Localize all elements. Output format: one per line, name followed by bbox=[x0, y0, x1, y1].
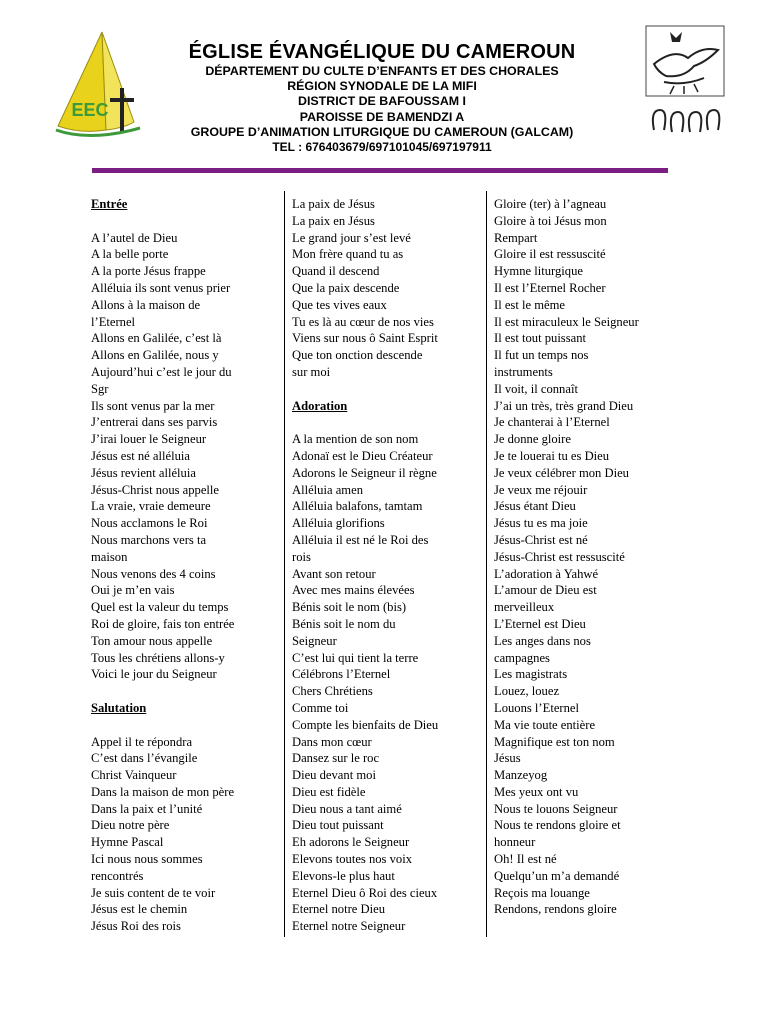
song-title: honneur bbox=[494, 835, 536, 850]
song-title: Dieu devant moi bbox=[292, 768, 376, 783]
song-title: Nous te louons Seigneur bbox=[494, 801, 618, 816]
song-title: Viens sur nous ô Saint Esprit bbox=[292, 331, 438, 346]
section-heading: Adoration bbox=[292, 398, 348, 413]
song-title: Jésus-Christ est ressuscité bbox=[494, 549, 625, 564]
song-title: Avec mes mains élevées bbox=[292, 583, 415, 598]
song-title: Alléluia amen bbox=[292, 482, 363, 497]
song-title: Gloire (ter) à l’agneau bbox=[494, 197, 607, 211]
song-title: Quand il descend bbox=[292, 264, 380, 279]
document-header bbox=[150, 40, 614, 155]
song-title: Chers Chrétiens bbox=[292, 684, 373, 699]
song-title: J’ai un très, très grand Dieu bbox=[494, 398, 634, 413]
dove-logo-right bbox=[644, 24, 726, 148]
song-title: Louez, louez bbox=[494, 684, 560, 699]
song-title: Quel est la valeur du temps bbox=[91, 600, 229, 615]
song-title: Christ Vainqueur bbox=[91, 768, 177, 783]
song-title: Tu es là au cœur de nos vies bbox=[292, 314, 434, 329]
song-title: Nous te rendons gloire et bbox=[494, 818, 621, 833]
song-title: Bénis soit le nom du bbox=[292, 616, 396, 631]
song-title: Tous les chrétiens allons-y bbox=[91, 650, 225, 665]
spacer bbox=[91, 717, 234, 734]
spacer bbox=[91, 683, 234, 700]
song-title: Dansez sur le roc bbox=[292, 751, 380, 766]
song-title: Que tes vives eaux bbox=[292, 297, 387, 312]
song-title: La vraie, vraie demeure bbox=[91, 499, 211, 514]
song-title: sur moi bbox=[292, 364, 331, 379]
section-heading: Salutation bbox=[91, 700, 147, 715]
song-title: Nous acclamons le Roi bbox=[91, 516, 208, 531]
song-title: Reçois ma louange bbox=[494, 885, 590, 900]
header-divider bbox=[92, 168, 668, 173]
song-title: Jésus est le chemin bbox=[91, 902, 188, 917]
song-title: C’est dans l’évangile bbox=[91, 751, 198, 766]
song-title: A l’autel de Dieu bbox=[91, 230, 178, 245]
song-title: Que ton onction descende bbox=[292, 348, 423, 363]
song-title: Ton amour nous appelle bbox=[91, 633, 213, 648]
song-title: Eh adorons le Seigneur bbox=[292, 835, 410, 850]
song-title: Bénis soit le nom (bis) bbox=[292, 600, 407, 615]
song-title: rencontrés bbox=[91, 868, 144, 883]
song-title: La paix de Jésus bbox=[292, 197, 375, 211]
church-logo-left bbox=[50, 30, 150, 146]
song-title: Jésus Roi des rois bbox=[91, 919, 181, 934]
song-title: A la belle porte bbox=[91, 247, 169, 262]
song-title: Jésus-Christ nous appelle bbox=[91, 482, 220, 497]
song-title: Oh! Il est né bbox=[494, 852, 557, 867]
song-title: Manzeyog bbox=[494, 768, 548, 783]
song-title: Alléluia balafons, tamtam bbox=[292, 499, 423, 514]
song-title: Magnifique est ton nom bbox=[494, 734, 615, 749]
song-title: Je veux me réjouir bbox=[494, 482, 588, 497]
song-title: Allons en Galilée, c’est là bbox=[91, 331, 222, 346]
song-title: L’amour de Dieu est bbox=[494, 583, 597, 598]
song-title: Rempart bbox=[494, 230, 538, 245]
song-title: Aujourd’hui c’est le jour du bbox=[91, 364, 232, 379]
header-line-district: DISTRICT DE BAFOUSSAM I bbox=[298, 94, 466, 109]
song-title: A la porte Jésus frappe bbox=[91, 264, 206, 279]
song-title: Je suis content de te voir bbox=[91, 885, 216, 900]
song-title: rois bbox=[292, 549, 311, 564]
song-title: Adorons le Seigneur il règne bbox=[292, 465, 437, 480]
church-name: ÉGLISE ÉVANGÉLIQUE DU CAMEROUN bbox=[188, 41, 576, 63]
song-title: Dieu tout puissant bbox=[292, 818, 384, 833]
header-line-group: GROUPE D’ANIMATION LITURGIQUE DU CAMEROUN (GALCAM) bbox=[190, 124, 574, 139]
song-title: A la mention de son nom bbox=[292, 432, 419, 447]
song-title: C’est lui qui tient la terre bbox=[292, 650, 419, 665]
song-title: Jésus tu es ma joie bbox=[494, 516, 588, 531]
song-title: Il fut un temps nos bbox=[494, 348, 589, 363]
song-title: Le grand jour s’est levé bbox=[292, 230, 411, 245]
song-title: campagnes bbox=[494, 650, 550, 665]
song-title: J’irai louer le Seigneur bbox=[91, 432, 207, 447]
song-title: Jésus bbox=[494, 751, 521, 766]
song-title: Sgr bbox=[91, 381, 109, 396]
song-title: Mes yeux ont vu bbox=[494, 784, 579, 799]
spacer bbox=[292, 381, 438, 398]
song-title: Allons à la maison de bbox=[91, 297, 201, 312]
song-title: Oui je m’en vais bbox=[91, 583, 175, 598]
song-column-1 bbox=[91, 196, 234, 935]
song-title: Eternel notre Dieu bbox=[292, 902, 386, 917]
spacer bbox=[91, 213, 234, 230]
song-title: Dans la maison de mon père bbox=[91, 784, 235, 799]
song-title: Voici le jour du Seigneur bbox=[91, 667, 217, 682]
song-title: Allons en Galilée, nous y bbox=[91, 348, 219, 363]
song-title: Dieu nous a tant aimé bbox=[292, 801, 402, 816]
song-title: Compte les bienfaits de Dieu bbox=[292, 717, 439, 732]
song-title: Il est le même bbox=[494, 297, 565, 312]
song-title: Roi de gloire, fais ton entrée bbox=[91, 616, 235, 631]
song-title: instruments bbox=[494, 364, 553, 379]
song-title: maison bbox=[91, 549, 128, 564]
song-title: Il est l’Eternel Rocher bbox=[494, 280, 606, 295]
song-title: Je donne gloire bbox=[494, 432, 571, 447]
song-title: Avant son retour bbox=[292, 566, 376, 581]
song-title: Gloire à toi Jésus mon bbox=[494, 213, 607, 228]
song-title: Louons l’Eternel bbox=[494, 700, 579, 715]
header-line-department: DÉPARTEMENT DU CULTE D’ENFANTS ET DES CHORALES bbox=[205, 64, 559, 78]
song-title: Seigneur bbox=[292, 633, 337, 648]
song-title: Eternel notre Seigneur bbox=[292, 919, 406, 934]
song-title: Dieu est fidèle bbox=[292, 784, 366, 799]
song-title: Eternel Dieu ô Roi des cieux bbox=[292, 885, 438, 900]
song-title: Alléluia il est né le Roi des bbox=[292, 532, 429, 547]
song-title: L’adoration à Yahwé bbox=[494, 566, 599, 581]
song-title: Je chanterai à l’Eternel bbox=[494, 415, 610, 430]
song-title: Nous marchons vers ta bbox=[91, 532, 207, 547]
song-title: Que la paix descende bbox=[292, 280, 400, 295]
song-title: Il est tout puissant bbox=[494, 331, 586, 346]
song-title: Hymne Pascal bbox=[91, 835, 164, 850]
column-separator-2 bbox=[486, 191, 487, 937]
song-title: Je veux célébrer mon Dieu bbox=[494, 465, 629, 480]
header-telephone: TEL : 676403679/697101045/697197911 bbox=[272, 140, 492, 155]
song-title: La paix en Jésus bbox=[292, 213, 375, 228]
song-title: Dans mon cœur bbox=[292, 734, 372, 749]
song-title: Hymne liturgique bbox=[494, 264, 583, 279]
song-title: Il voit, il connaît bbox=[494, 381, 578, 396]
spacer bbox=[292, 414, 438, 431]
song-title: l’Eternel bbox=[91, 314, 136, 329]
song-title: Nous venons des 4 coins bbox=[91, 566, 216, 581]
song-title: L’Eternel est Dieu bbox=[494, 616, 586, 631]
song-title: Il est miraculeux le Seigneur bbox=[494, 314, 639, 329]
section-heading: Entrée bbox=[91, 197, 128, 211]
song-title: Gloire il est ressuscité bbox=[494, 247, 606, 262]
song-title: Jésus revient alléluia bbox=[91, 465, 196, 480]
song-title: Ils sont venus par la mer bbox=[91, 398, 215, 413]
header-line-parish: PAROISSE DE BAMENDZI A bbox=[299, 109, 465, 124]
header-line-region: RÉGION SYNODALE DE LA MIFI bbox=[287, 79, 477, 94]
song-title: Je te louerai tu es Dieu bbox=[494, 448, 610, 463]
song-title: Ma vie toute entière bbox=[494, 717, 596, 732]
song-title: Célébrons l’Eternel bbox=[292, 667, 391, 682]
song-title: Adonaï est le Dieu Créateur bbox=[292, 448, 433, 463]
song-title: Jésus-Christ est né bbox=[494, 532, 588, 547]
song-title: Mon frère quand tu as bbox=[292, 247, 404, 262]
song-title: Jésus est né alléluia bbox=[91, 448, 190, 463]
song-title: Jésus étant Dieu bbox=[494, 499, 576, 514]
song-column-2 bbox=[292, 196, 438, 935]
song-title: Appel il te répondra bbox=[91, 734, 193, 749]
song-title: J’entrerai dans ses parvis bbox=[91, 415, 218, 430]
song-title: Alléluia ils sont venus prier bbox=[91, 280, 231, 295]
song-title: Alléluia glorifions bbox=[292, 516, 385, 531]
song-title: Elevons toutes nos voix bbox=[292, 852, 412, 867]
song-title: Les anges dans nos bbox=[494, 633, 591, 648]
song-title: Ici nous nous sommes bbox=[91, 852, 203, 867]
song-title: Quelqu’un m’a demandé bbox=[494, 868, 620, 883]
song-title: merveilleux bbox=[494, 600, 555, 615]
song-title: Rendons, rendons gloire bbox=[494, 902, 617, 917]
song-title: Dieu notre père bbox=[91, 818, 170, 833]
song-title: Les magistrats bbox=[494, 667, 568, 682]
logo-initials: EEC bbox=[71, 100, 109, 120]
song-title: Comme toi bbox=[292, 700, 349, 715]
song-title: Elevons-le plus haut bbox=[292, 868, 395, 883]
song-column-3 bbox=[494, 196, 639, 918]
column-separator-1 bbox=[284, 191, 285, 937]
song-title: Dans la paix et l’unité bbox=[91, 801, 203, 816]
